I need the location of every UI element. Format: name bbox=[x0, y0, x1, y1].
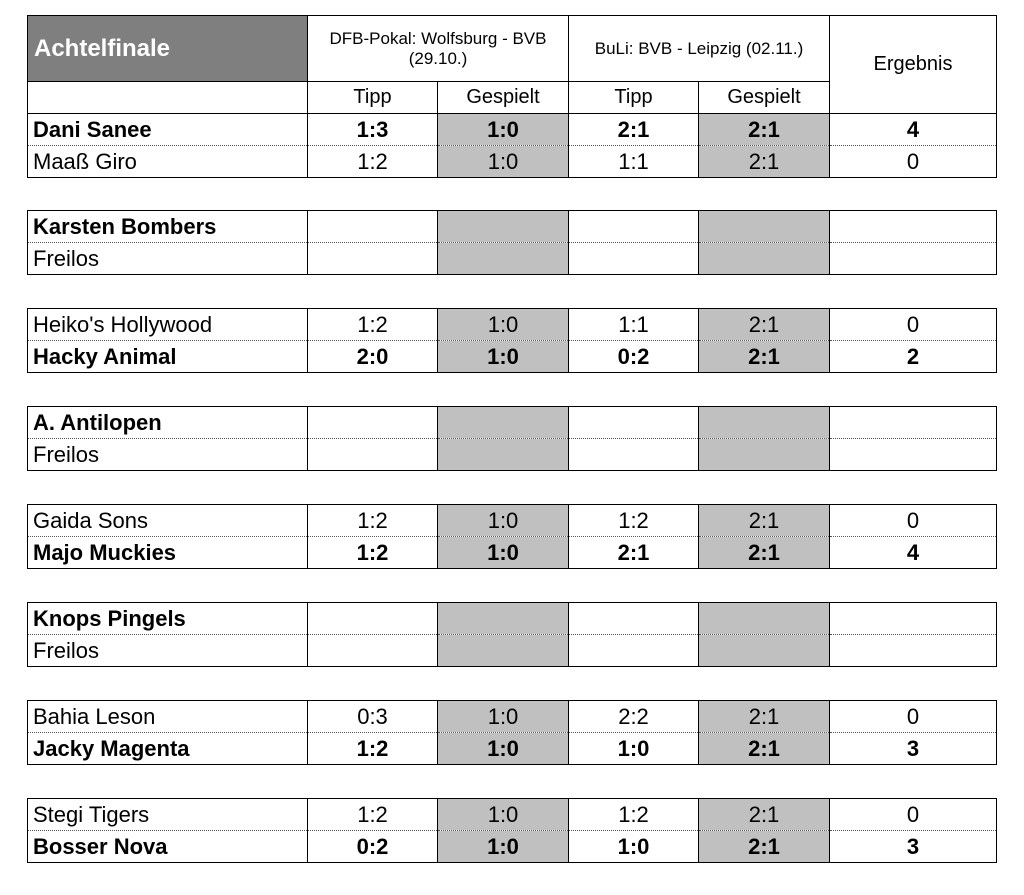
table-row bbox=[28, 211, 997, 243]
table-row bbox=[28, 733, 997, 765]
table-row bbox=[28, 243, 997, 275]
team-name: Majo Muckies bbox=[28, 537, 308, 569]
tipp2-cell: 0:2 bbox=[569, 341, 699, 373]
gespielt2-cell bbox=[699, 211, 830, 243]
team-name: Freilos bbox=[28, 635, 308, 667]
tipp2-cell bbox=[569, 243, 699, 275]
tipp1-cell: 0:2 bbox=[308, 831, 438, 863]
result-cell: 4 bbox=[830, 537, 997, 569]
result-cell: 3 bbox=[830, 733, 997, 765]
game2-header: BuLi: BVB - Leipzig (02.11.) bbox=[569, 16, 830, 82]
gespielt2-cell: 2:1 bbox=[699, 114, 830, 146]
team-name: A. Antilopen bbox=[28, 407, 308, 439]
tipp1-cell: 1:2 bbox=[308, 309, 438, 341]
gespielt2-cell bbox=[699, 407, 830, 439]
game1-header: DFB-Pokal: Wolfsburg - BVB (29.10.) bbox=[308, 16, 569, 82]
tipp1-cell bbox=[308, 603, 438, 635]
result-cell: 2 bbox=[830, 341, 997, 373]
tipp2-cell bbox=[569, 407, 699, 439]
gespielt1-cell bbox=[438, 407, 569, 439]
table-row bbox=[28, 439, 997, 471]
gespielt2-cell: 2:1 bbox=[699, 831, 830, 863]
gespielt1-cell: 1:0 bbox=[438, 831, 569, 863]
gespielt1-cell: 1:0 bbox=[438, 341, 569, 373]
tipp2-cell: 2:1 bbox=[569, 537, 699, 569]
gespielt1-cell bbox=[438, 635, 569, 667]
table-row bbox=[28, 407, 997, 439]
team-name: Gaida Sons bbox=[28, 505, 308, 537]
table-row bbox=[28, 309, 997, 341]
result-header: Ergebnis bbox=[830, 16, 997, 114]
gespielt2-cell bbox=[699, 439, 830, 471]
result-cell bbox=[830, 635, 997, 667]
team-name: Heiko's Hollywood bbox=[28, 309, 308, 341]
tipp1-cell: 0:3 bbox=[308, 701, 438, 733]
tipp2-cell: 1:1 bbox=[569, 146, 699, 178]
team-name: Karsten Bombers bbox=[28, 211, 308, 243]
gespielt1-cell: 1:0 bbox=[438, 799, 569, 831]
tipp2-cell: 1:0 bbox=[569, 733, 699, 765]
result-cell bbox=[830, 243, 997, 275]
team-name: Freilos bbox=[28, 243, 308, 275]
result-cell bbox=[830, 603, 997, 635]
tipp2-cell: 1:1 bbox=[569, 309, 699, 341]
table-row bbox=[28, 537, 997, 569]
match-table bbox=[27, 113, 997, 178]
match-table bbox=[27, 700, 997, 765]
table-row bbox=[28, 635, 997, 667]
team-name: Bosser Nova bbox=[28, 831, 308, 863]
tipp2-cell: 1:0 bbox=[569, 831, 699, 863]
gespielt2-cell: 2:1 bbox=[699, 799, 830, 831]
gespielt-header-1: Gespielt bbox=[438, 82, 569, 114]
table-row bbox=[28, 831, 997, 863]
tipp2-cell: 2:2 bbox=[569, 701, 699, 733]
table-row bbox=[28, 341, 997, 373]
table-row bbox=[28, 701, 997, 733]
tipp2-cell bbox=[569, 439, 699, 471]
tipp2-cell: 1:2 bbox=[569, 799, 699, 831]
tipp2-cell bbox=[569, 635, 699, 667]
table-row bbox=[28, 114, 997, 146]
tipp-header-2: Tipp bbox=[569, 82, 699, 114]
tipp1-cell bbox=[308, 407, 438, 439]
table-row bbox=[28, 146, 997, 178]
result-cell bbox=[830, 407, 997, 439]
tipp2-cell: 2:1 bbox=[569, 114, 699, 146]
tipp-header-1: Tipp bbox=[308, 82, 438, 114]
result-cell: 4 bbox=[830, 114, 997, 146]
gespielt1-cell: 1:0 bbox=[438, 537, 569, 569]
gespielt1-cell bbox=[438, 603, 569, 635]
result-cell: 0 bbox=[830, 701, 997, 733]
gespielt1-cell bbox=[438, 243, 569, 275]
tipp2-cell: 1:2 bbox=[569, 505, 699, 537]
team-name: Hacky Animal bbox=[28, 341, 308, 373]
gespielt1-cell bbox=[438, 439, 569, 471]
tipp1-cell: 2:0 bbox=[308, 341, 438, 373]
table-row bbox=[28, 505, 997, 537]
tipp1-cell: 1:2 bbox=[308, 799, 438, 831]
header-table bbox=[27, 15, 997, 114]
result-cell: 3 bbox=[830, 831, 997, 863]
result-cell: 0 bbox=[830, 799, 997, 831]
gespielt2-cell bbox=[699, 603, 830, 635]
tipp1-cell bbox=[308, 439, 438, 471]
match-table bbox=[27, 308, 997, 373]
tipp2-cell bbox=[569, 603, 699, 635]
tipp1-cell: 1:2 bbox=[308, 733, 438, 765]
match-table bbox=[27, 504, 997, 569]
gespielt1-cell: 1:0 bbox=[438, 309, 569, 341]
tipp1-cell: 1:2 bbox=[308, 537, 438, 569]
gespielt2-cell: 2:1 bbox=[699, 341, 830, 373]
tipp1-cell: 1:2 bbox=[308, 146, 438, 178]
gespielt2-cell bbox=[699, 635, 830, 667]
gespielt-header-2: Gespielt bbox=[699, 82, 830, 114]
match-table bbox=[27, 798, 997, 863]
tipp1-cell: 1:2 bbox=[308, 505, 438, 537]
result-cell bbox=[830, 439, 997, 471]
match-table bbox=[27, 210, 997, 275]
team-name: Maaß Giro bbox=[28, 146, 308, 178]
gespielt2-cell: 2:1 bbox=[699, 537, 830, 569]
gespielt2-cell: 2:1 bbox=[699, 505, 830, 537]
gespielt2-cell bbox=[699, 243, 830, 275]
result-cell bbox=[830, 211, 997, 243]
match-table bbox=[27, 406, 997, 471]
match-table bbox=[27, 602, 997, 667]
tipp2-cell bbox=[569, 211, 699, 243]
blank-header-cell bbox=[28, 82, 308, 114]
tipp1-cell bbox=[308, 243, 438, 275]
gespielt1-cell: 1:0 bbox=[438, 505, 569, 537]
round-title: Achtelfinale bbox=[28, 16, 308, 82]
gespielt1-cell: 1:0 bbox=[438, 733, 569, 765]
gespielt1-cell bbox=[438, 211, 569, 243]
team-name: Knops Pingels bbox=[28, 603, 308, 635]
tipp1-cell: 1:3 bbox=[308, 114, 438, 146]
gespielt1-cell: 1:0 bbox=[438, 701, 569, 733]
tipp1-cell bbox=[308, 211, 438, 243]
result-cell: 0 bbox=[830, 146, 997, 178]
gespielt2-cell: 2:1 bbox=[699, 733, 830, 765]
result-cell: 0 bbox=[830, 309, 997, 341]
gespielt1-cell: 1:0 bbox=[438, 114, 569, 146]
team-name: Freilos bbox=[28, 439, 308, 471]
gespielt1-cell: 1:0 bbox=[438, 146, 569, 178]
team-name: Bahia Leson bbox=[28, 701, 308, 733]
table-row bbox=[28, 603, 997, 635]
team-name: Stegi Tigers bbox=[28, 799, 308, 831]
gespielt2-cell: 2:1 bbox=[699, 309, 830, 341]
table-row bbox=[28, 799, 997, 831]
team-name: Jacky Magenta bbox=[28, 733, 308, 765]
team-name: Dani Sanee bbox=[28, 114, 308, 146]
gespielt2-cell: 2:1 bbox=[699, 701, 830, 733]
result-cell: 0 bbox=[830, 505, 997, 537]
tipp1-cell bbox=[308, 635, 438, 667]
gespielt2-cell: 2:1 bbox=[699, 146, 830, 178]
